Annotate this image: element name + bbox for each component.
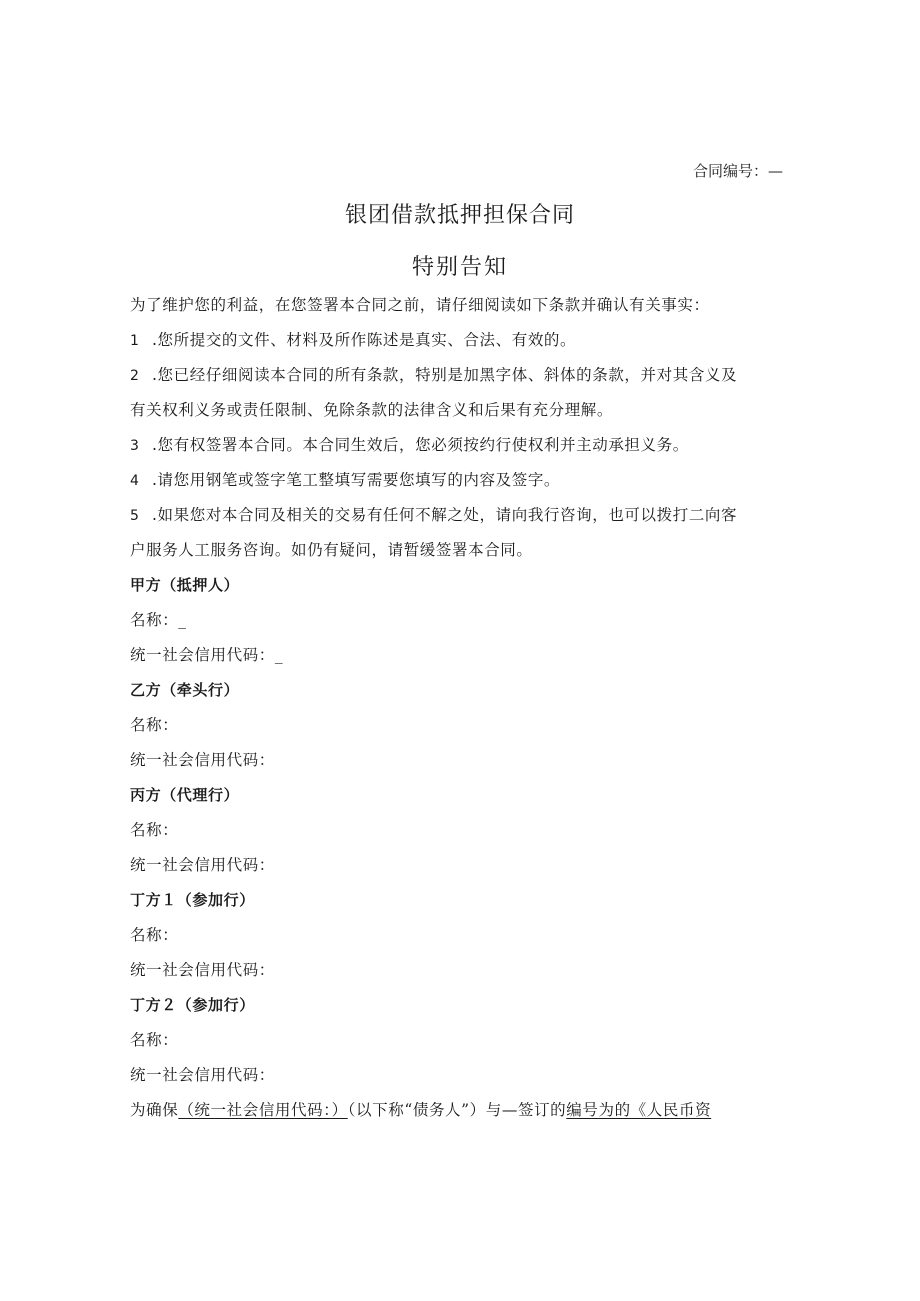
party-d2-name: 名称： xyxy=(130,1031,179,1049)
notice-intro: 为了维护您的利益，在您签署本合同之前，请仔细阅读如下条款并确认有关事实： xyxy=(130,296,710,314)
closing-text-underlined-1: （统一社会信用代码：） xyxy=(178,1101,348,1119)
notice-item-4 xyxy=(130,463,780,498)
notice-item-3 xyxy=(130,428,780,463)
notice-item-text: .您有权签署本合同。本合同生效后，您必须按约行使权利并主动承担义务。 xyxy=(152,436,689,454)
party-a-credit-code: 统一社会信用代码：_ xyxy=(130,646,284,664)
party-c-credit-code: 统一社会信用代码： xyxy=(130,856,275,874)
notice-item-number: 1 xyxy=(130,333,140,349)
notice-item-5 xyxy=(130,498,780,533)
party-a-name: 名称：_ xyxy=(130,611,187,629)
notice-item-text: .请您用钢笔或签字笔工整填写需要您填写的内容及签字。 xyxy=(152,471,561,489)
notice-item-number: 4 xyxy=(130,473,140,489)
notice-item-text: .您所提交的文件、材料及所作陈述是真实、合法、有效的。 xyxy=(152,331,577,349)
party-d1-heading: 丁方１（参加行） xyxy=(130,891,255,909)
party-b-name: 名称： xyxy=(130,716,179,734)
party-d1-credit-code: 统一社会信用代码： xyxy=(130,961,275,979)
party-d1-name: 名称： xyxy=(130,926,179,944)
notice-item-number: 5 xyxy=(130,508,140,524)
notice-item-number: 2 xyxy=(130,368,140,384)
document-body xyxy=(130,288,780,1128)
party-c-name: 名称： xyxy=(130,821,179,839)
party-c-heading: 丙方（代理行） xyxy=(130,786,240,804)
closing-text-1: 为确保 xyxy=(130,1101,179,1119)
party-b-heading: 乙方（牵头行） xyxy=(130,681,240,699)
notice-item-5-continued: 户服务人工服务咨询。如仍有疑问，请暂缓签署本合同。 xyxy=(130,541,533,559)
contract-number: 合同编号：— xyxy=(692,162,783,180)
notice-item-2-continued: 有关权利义务或责任限制、免除条款的法律含义和后果有充分理解。 xyxy=(130,401,614,419)
party-d2-heading: 丁方２（参加行） xyxy=(130,996,255,1014)
document-title: 银团借款抵押担保合同 xyxy=(344,203,575,228)
party-d2-credit-code: 统一社会信用代码： xyxy=(130,1066,275,1084)
closing-text-underlined-2: 编号为的《人民币资 xyxy=(566,1101,712,1119)
closing-text-2: （以下称“债务人”）与—签订的 xyxy=(347,1101,567,1119)
closing-paragraph xyxy=(130,1093,780,1128)
notice-item-2 xyxy=(130,358,780,393)
party-b-credit-code: 统一社会信用代码： xyxy=(130,751,275,769)
notice-item-1 xyxy=(130,323,780,358)
notice-item-number: 3 xyxy=(130,438,140,454)
notice-item-text: .您已经仔细阅读本合同的所有条款，特别是加黑字体、斜体的条款，并对其含义及 xyxy=(152,366,738,384)
notice-item-text: .如果您对本合同及相关的交易有任何不解之处，请向我行咨询，也可以拨打二向客 xyxy=(152,506,738,524)
party-a-heading: 甲方（抵押人） xyxy=(130,576,240,594)
document-subtitle: 特别告知 xyxy=(411,255,508,280)
